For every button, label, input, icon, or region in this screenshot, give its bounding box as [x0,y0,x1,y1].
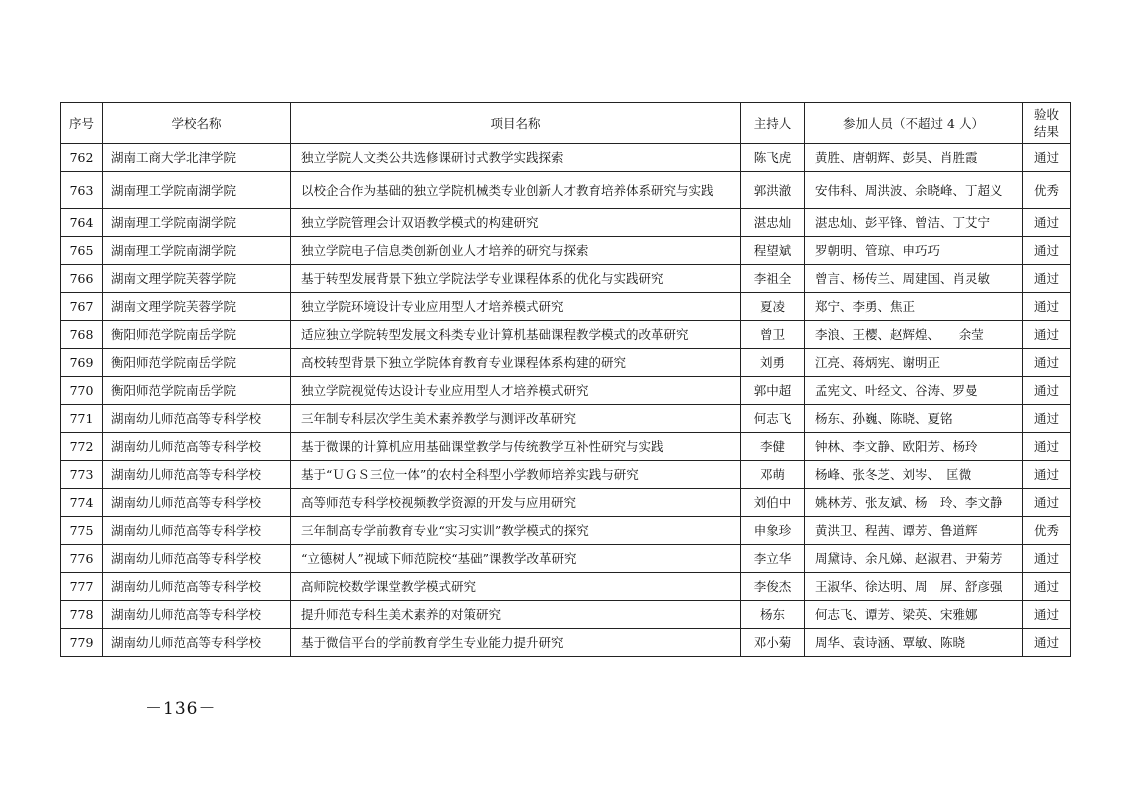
cell-host: 湛忠灿 [741,209,805,237]
cell-no: 774 [61,489,103,517]
cell-result: 通过 [1023,489,1071,517]
table-row [61,573,1071,601]
cell-members: 杨东、孙巍、陈晓、夏铭 [805,405,1023,433]
table-row [61,321,1071,349]
cell-school: 湖南幼儿师范高等专科学校 [103,405,291,433]
header-project: 项目名称 [291,103,741,144]
cell-school: 衡阳师范学院南岳学院 [103,377,291,405]
cell-no: 773 [61,461,103,489]
cell-host: 邓萌 [741,461,805,489]
table-row [61,144,1071,172]
cell-result: 通过 [1023,209,1071,237]
cell-host: 李祖全 [741,265,805,293]
cell-result: 通过 [1023,545,1071,573]
cell-result: 通过 [1023,349,1071,377]
cell-members: 湛忠灿、彭平锋、曾洁、丁艾宁 [805,209,1023,237]
cell-no: 768 [61,321,103,349]
cell-project: 基于转型发展背景下独立学院法学专业课程体系的优化与实践研究 [291,265,741,293]
cell-school: 湖南文理学院芙蓉学院 [103,293,291,321]
table-row [61,545,1071,573]
cell-members: 孟宪文、叶经文、谷涛、罗曼 [805,377,1023,405]
cell-members: 江亮、蒋炳宪、谢明正 [805,349,1023,377]
cell-school: 湖南幼儿师范高等专科学校 [103,489,291,517]
cell-members: 姚林芳、张友斌、杨 玲、李文静 [805,489,1023,517]
cell-no: 777 [61,573,103,601]
cell-host: 曾卫 [741,321,805,349]
cell-result: 通过 [1023,629,1071,657]
cell-school: 湖南文理学院芙蓉学院 [103,265,291,293]
cell-result: 优秀 [1023,517,1071,545]
cell-result: 通过 [1023,377,1071,405]
table-row [61,489,1071,517]
cell-no: 762 [61,144,103,172]
table-row [61,433,1071,461]
cell-result: 通过 [1023,265,1071,293]
header-school: 学校名称 [103,103,291,144]
cell-members: 周华、袁诗涵、覃敏、陈晓 [805,629,1023,657]
table-row [61,265,1071,293]
table-row [61,172,1071,209]
header-result-line2: 结果 [1033,124,1059,139]
cell-host: 李健 [741,433,805,461]
cell-no: 770 [61,377,103,405]
cell-result: 通过 [1023,144,1071,172]
cell-project: 三年制高专学前教育专业“实习实训”教学模式的探究 [291,517,741,545]
cell-no: 771 [61,405,103,433]
table-row [61,405,1071,433]
cell-no: 766 [61,265,103,293]
cell-project: 提升师范专科生美术素养的对策研究 [291,601,741,629]
cell-project: 基于微信平台的学前教育学生专业能力提升研究 [291,629,741,657]
table-row [61,629,1071,657]
cell-project: 适应独立学院转型发展文科类专业计算机基础课程教学模式的改革研究 [291,321,741,349]
cell-project: 基于“ＵＧＳ三位一体”的农村全科型小学教师培养实践与研究 [291,461,741,489]
cell-members: 钟林、李文静、欧阳芳、杨玲 [805,433,1023,461]
cell-project: 独立学院管理会计双语教学模式的构建研究 [291,209,741,237]
cell-host: 程望斌 [741,237,805,265]
table-header-row [61,103,1071,144]
project-results-table [60,102,1071,657]
cell-result: 通过 [1023,461,1071,489]
cell-school: 衡阳师范学院南岳学院 [103,321,291,349]
header-result-line1: 验收 [1033,107,1059,122]
cell-members: 周黛诗、余凡娣、赵淑君、尹菊芳 [805,545,1023,573]
header-no: 序号 [61,103,103,144]
cell-host: 何志飞 [741,405,805,433]
cell-host: 刘勇 [741,349,805,377]
table-row [61,517,1071,545]
cell-school: 湖南理工学院南湖学院 [103,209,291,237]
header-result [1023,103,1071,144]
cell-result: 优秀 [1023,172,1071,209]
cell-no: 769 [61,349,103,377]
cell-no: 778 [61,601,103,629]
cell-result: 通过 [1023,321,1071,349]
cell-host: 李立华 [741,545,805,573]
cell-host: 刘伯中 [741,489,805,517]
cell-project: 高等师范专科学校视频教学资源的开发与应用研究 [291,489,741,517]
cell-members: 黄胜、唐朝辉、彭昊、肖胜霞 [805,144,1023,172]
cell-result: 通过 [1023,573,1071,601]
cell-result: 通过 [1023,405,1071,433]
table-row [61,349,1071,377]
cell-members: 李浪、王樱、赵辉煌、 余莹 [805,321,1023,349]
cell-project: 独立学院环境设计专业应用型人才培养模式研究 [291,293,741,321]
cell-result: 通过 [1023,293,1071,321]
header-members: 参加人员（不超过 4 人） [805,103,1023,144]
table-row [61,601,1071,629]
cell-no: 772 [61,433,103,461]
cell-no: 765 [61,237,103,265]
cell-project: 独立学院电子信息类创新创业人才培养的研究与探索 [291,237,741,265]
cell-host: 李俊杰 [741,573,805,601]
cell-school: 湖南理工学院南湖学院 [103,172,291,209]
cell-school: 湖南幼儿师范高等专科学校 [103,545,291,573]
cell-project: 三年制专科层次学生美术素养教学与测评改革研究 [291,405,741,433]
cell-school: 湖南工商大学北津学院 [103,144,291,172]
results-table-container [60,102,1070,657]
cell-result: 通过 [1023,433,1071,461]
cell-host: 郭洪澈 [741,172,805,209]
cell-members: 王淑华、徐达明、周 屏、舒彦强 [805,573,1023,601]
cell-project: 以校企合作为基础的独立学院机械类专业创新人才教育培养体系研究与实践 [291,172,741,209]
cell-host: 邓小菊 [741,629,805,657]
cell-result: 通过 [1023,601,1071,629]
table-body [61,144,1071,657]
cell-members: 何志飞、谭芳、梁英、宋雅娜 [805,601,1023,629]
cell-no: 763 [61,172,103,209]
cell-school: 衡阳师范学院南岳学院 [103,349,291,377]
cell-school: 湖南幼儿师范高等专科学校 [103,601,291,629]
cell-school: 湖南幼儿师范高等专科学校 [103,461,291,489]
cell-host: 杨东 [741,601,805,629]
cell-no: 779 [61,629,103,657]
cell-school: 湖南幼儿师范高等专科学校 [103,629,291,657]
cell-project: 独立学院人文类公共选修课研讨式教学实践探索 [291,144,741,172]
cell-project: 独立学院视觉传达设计专业应用型人才培养模式研究 [291,377,741,405]
cell-members: 罗朝明、管琼、申巧巧 [805,237,1023,265]
cell-members: 黄洪卫、程茜、谭芳、鲁道辉 [805,517,1023,545]
cell-no: 775 [61,517,103,545]
cell-host: 郭中超 [741,377,805,405]
cell-host: 夏凌 [741,293,805,321]
table-row [61,209,1071,237]
table-row [61,377,1071,405]
cell-no: 767 [61,293,103,321]
cell-school: 湖南理工学院南湖学院 [103,237,291,265]
cell-school: 湖南幼儿师范高等专科学校 [103,517,291,545]
cell-members: 曾言、杨传兰、周建国、肖灵敏 [805,265,1023,293]
cell-no: 764 [61,209,103,237]
cell-school: 湖南幼儿师范高等专科学校 [103,433,291,461]
cell-members: 安伟科、周洪波、余晓峰、丁超义 [805,172,1023,209]
table-row [61,293,1071,321]
cell-host: 陈飞虎 [741,144,805,172]
cell-result: 通过 [1023,237,1071,265]
cell-project: 高校转型背景下独立学院体育教育专业课程体系构建的研究 [291,349,741,377]
cell-no: 776 [61,545,103,573]
page-number: －136－ [145,699,217,719]
cell-members: 杨峰、张冬芝、刘岑、 匡微 [805,461,1023,489]
cell-school: 湖南幼儿师范高等专科学校 [103,573,291,601]
table-row [61,237,1071,265]
cell-members: 郑宁、李勇、焦正 [805,293,1023,321]
cell-project: 基于微课的计算机应用基础课堂教学与传统教学互补性研究与实践 [291,433,741,461]
table-row [61,461,1071,489]
header-host: 主持人 [741,103,805,144]
cell-project: “立德树人”视域下师范院校“基础”课教学改革研究 [291,545,741,573]
cell-host: 申象珍 [741,517,805,545]
cell-project: 高师院校数学课堂教学模式研究 [291,573,741,601]
